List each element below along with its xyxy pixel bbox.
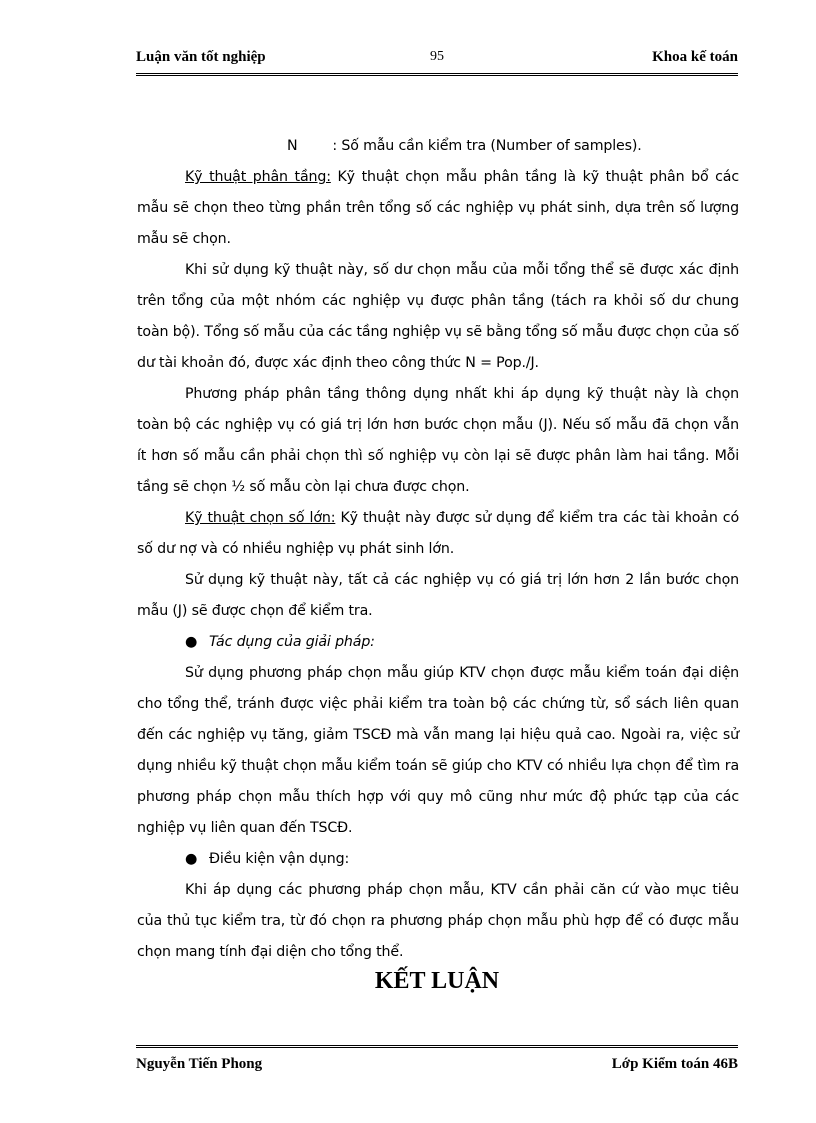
header-thesis-title: Luận văn tốt nghiệp — [136, 49, 266, 65]
paragraph: Sử dụng phương pháp chọn mẫu giúp KTV chọn được mẫu kiểm toán đại diện cho tổng thể, tránh được việc phải kiểm tra toàn bộ các chứng từ, sổ sách liên quan đến các nghiệp vụ tăng, giảm TSCĐ mà vẫn mang lại hiệu quả cao. Ngoài ra, việc sử dụng nhiều kỹ thuật chọn mẫu kiểm toán sẽ giúp cho KTV có nhiều lựa chọn để tìm ra phương pháp chọn mẫu thích hợp với quy mô cũng như mức độ phức tạp của các nghiệp vụ liên quan đến TSCĐ. — [137, 665, 739, 836]
footer-author: Nguyễn Tiến Phong — [136, 1056, 263, 1072]
paragraph-stratified: Kỹ thuật phân tầng: Kỹ thuật chọn mẫu phân tầng là kỹ thuật phân bổ các mẫu sẽ chọn theo từng phần trên tổng số các nghiệp vụ phát sinh, dựa trên số lượng mẫu sẽ chọn. — [137, 169, 740, 247]
page-number: 95 — [430, 49, 444, 64]
header-department: Khoa kế toán — [652, 49, 738, 65]
term-stratified: Kỹ thuật phân tầng: — [185, 169, 331, 185]
paragraph: Sử dụng kỹ thuật này, tất cả các nghiệp vụ có giá trị lớn hơn 2 lần bước chọn mẫu (J) sẽ được chọn để kiểm tra. — [137, 572, 739, 619]
paragraph: Phương pháp phân tầng thông dụng nhất khi áp dụng kỹ thuật này là chọn toàn bộ các nghiệp vụ có giá trị lớn hơn bước chọn mẫu (J). Nếu số mẫu đã chọn vẫn ít hơn số mẫu cần phải chọn thì số nghiệp vụ còn lại sẽ được phân làm hai tầng. Mỗi tầng sẽ chọn ½ số mẫu còn lại chưa được chọn. — [137, 386, 739, 495]
term-large-items: Kỹ thuật chọn số lớn: — [185, 510, 336, 526]
bullet-icon: ● — [185, 851, 198, 867]
footer-divider — [136, 1045, 738, 1048]
formula-definition — [137, 131, 739, 162]
page-header — [136, 49, 738, 69]
paragraph-large-items: Kỹ thuật chọn số lớn: Kỹ thuật này được sử dụng để kiểm tra các tài khoản có số dư nợ và có nhiều nghiệp vụ phát sinh lớn. — [137, 510, 739, 557]
header-divider — [136, 73, 738, 76]
bullet-item: ● Điều kiện vận dụng: — [137, 844, 739, 875]
footer-class: Lớp Kiểm toán 46B — [611, 1056, 738, 1072]
formula-symbol: N — [287, 138, 298, 154]
paragraph: Khi áp dụng các phương pháp chọn mẫu, KTV cần phải căn cứ vào mục tiêu của thủ tục kiểm tra, từ đó chọn ra phương pháp chọn mẫu phù hợp để có được mẫu chọn mang tính đại diện cho tổng thể. — [137, 882, 739, 960]
bullet-icon: ● — [185, 634, 198, 650]
page-footer — [136, 1056, 738, 1078]
document-body — [137, 131, 739, 968]
formula-text: : Số mẫu cần kiểm tra (Number of samples). — [332, 138, 642, 154]
conclusion-heading: KẾT LUẬN — [374, 968, 500, 994]
bullet-item: ● Tác dụng của giải pháp: — [137, 627, 739, 658]
paragraph: Khi sử dụng kỹ thuật này, số dư chọn mẫu của mỗi tổng thể sẽ được xác định trên tổng của một nhóm các nghiệp vụ được phân tầng (tách ra khỏi số dư chung toàn bộ). Tổng số mẫu của các tầng nghiệp vụ sẽ bằng tổng số mẫu được chọn của số dư tài khoản đó, được xác định theo công thức N = Pop./J. — [137, 262, 739, 371]
